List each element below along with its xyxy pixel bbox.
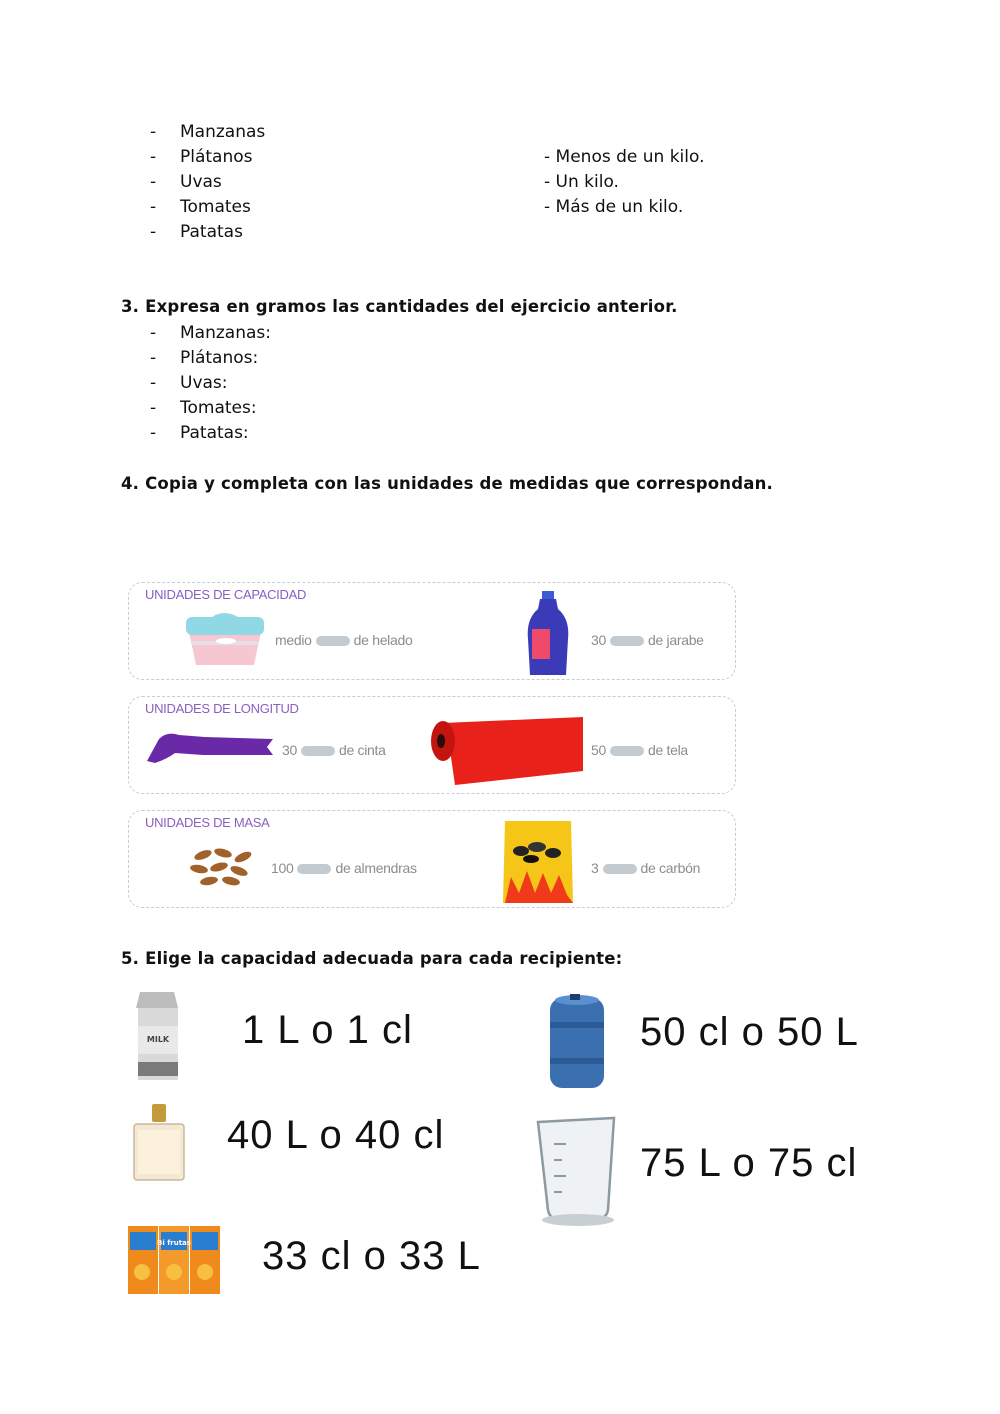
water-barrel-icon <box>546 992 608 1092</box>
option-juice[interactable]: 33 cl o 33 L <box>262 1234 481 1278</box>
almonds-icon <box>189 845 255 887</box>
milk-carton-icon <box>130 986 184 1084</box>
list-item: Tomates <box>180 197 251 217</box>
length-units-box <box>128 696 736 794</box>
perfume-bottle-icon <box>130 1100 188 1184</box>
option-perfume[interactable]: 40 L o 40 cl <box>227 1113 445 1157</box>
juice-label: Bi frutas <box>157 1239 191 1247</box>
mass-units-box <box>128 810 736 908</box>
list-item: Manzanas: <box>180 323 271 343</box>
milk-label: MILK <box>146 1035 170 1044</box>
list-item: Uvas: <box>180 373 228 393</box>
measuring-cup-icon <box>534 1114 620 1228</box>
list-item: - Un kilo. <box>544 172 619 192</box>
syrup-bottle-icon <box>524 589 572 677</box>
juice-pack-icon <box>126 1222 222 1296</box>
answer-blank[interactable] <box>610 746 644 756</box>
list-item: Manzanas <box>180 122 266 142</box>
box-title: UNIDADES DE MASA <box>145 815 270 830</box>
list-item: Uvas <box>180 172 222 192</box>
answer-blank[interactable] <box>316 636 350 646</box>
option-milk[interactable]: 1 L o 1 cl <box>242 1008 413 1052</box>
length-right-phrase: 50 de tela <box>591 742 688 758</box>
exercise3-heading: 3. Expresa en gramos las cantidades del ejercicio anterior. <box>121 297 678 316</box>
mass-right-phrase: 3 de carbón <box>591 860 701 876</box>
box-title: UNIDADES DE CAPACIDAD <box>145 587 307 602</box>
exercise3-list: - Manzanas: - Plátanos: - Uvas: - Tomates: - Patatas: <box>150 321 450 446</box>
list-item: Patatas <box>180 222 243 242</box>
weight-options <box>544 145 844 220</box>
box-title: UNIDADES DE LONGITUD <box>145 701 299 716</box>
list-item: Tomates: <box>180 398 257 418</box>
coal-bag-icon <box>501 815 575 907</box>
capacity-left-phrase: medio de helado <box>275 632 413 648</box>
list-item: - Más de un kilo. <box>544 197 684 217</box>
capacity-right-phrase: 30 de jarabe <box>591 632 704 648</box>
answer-blank[interactable] <box>603 864 637 874</box>
capacity-units-box <box>128 582 736 680</box>
ice-cream-tub-icon <box>182 607 268 669</box>
fruit-list: - Manzanas - Plátanos - Uvas - Tomates - Patatas <box>150 120 450 245</box>
exercise5-heading: 5. Elige la capacidad adecuada para cada recipiente: <box>121 949 623 968</box>
list-item: Plátanos <box>180 147 253 167</box>
answer-blank[interactable] <box>301 746 335 756</box>
exercise4-heading: 4. Copia y completa con las unidades de medidas que correspondan. <box>121 474 773 493</box>
ribbon-icon <box>145 729 277 765</box>
mass-left-phrase: 100 de almendras <box>271 860 417 876</box>
fabric-roll-icon <box>429 715 587 787</box>
list-item: Plátanos: <box>180 348 259 368</box>
option-barrel[interactable]: 50 cl o 50 L <box>640 1010 859 1054</box>
list-item: - Menos de un kilo. <box>544 147 705 167</box>
option-measuring-cup[interactable]: 75 L o 75 cl <box>640 1141 858 1185</box>
list-item: Patatas: <box>180 423 249 443</box>
length-left-phrase: 30 de cinta <box>282 742 386 758</box>
answer-blank[interactable] <box>297 864 331 874</box>
answer-blank[interactable] <box>610 636 644 646</box>
